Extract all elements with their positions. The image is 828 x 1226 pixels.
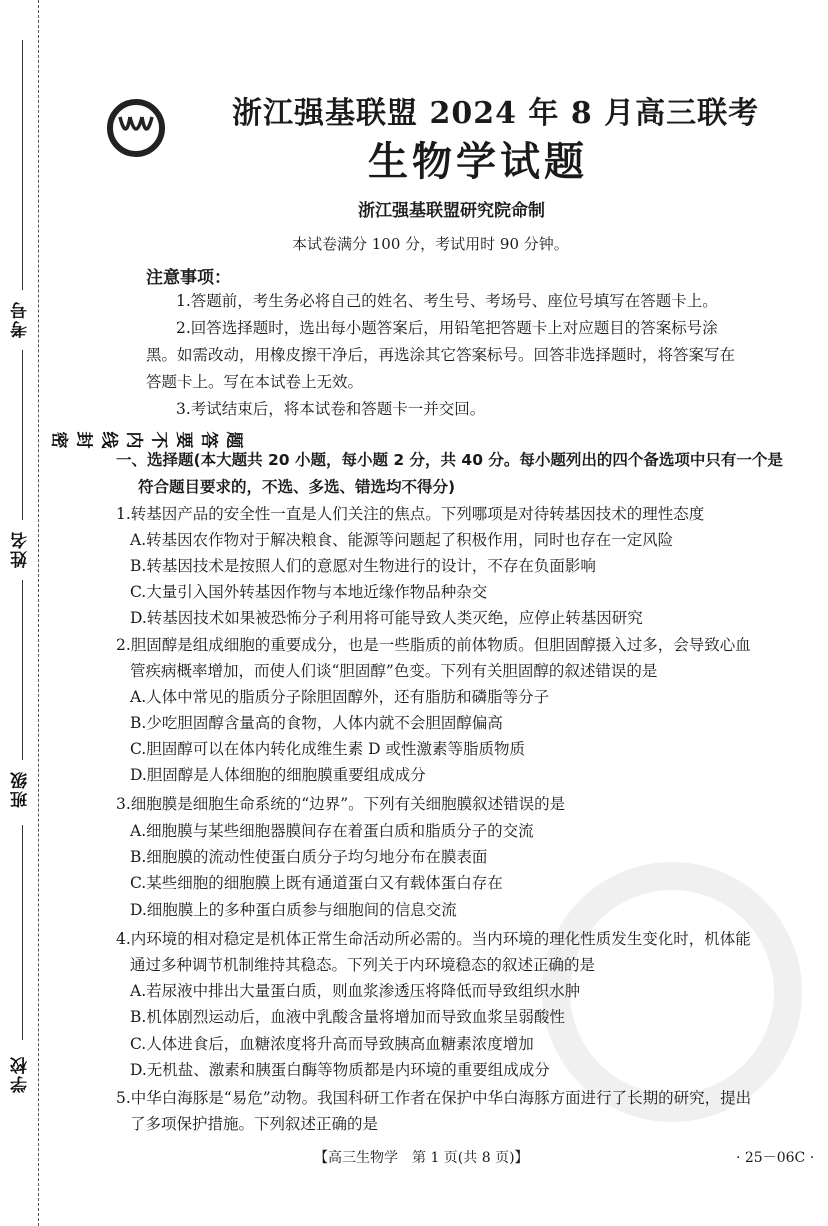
question-option: A.人体中常见的脂质分子除胆固醇外，还有脂肪和磷脂等分子 xyxy=(130,688,550,706)
question-option: A.转基因农作物对于解决粮食、能源等问题起了积极作用，同时也存在一定风险 xyxy=(130,531,674,549)
name-underline xyxy=(22,350,23,520)
exam-title: 浙江强基联盟 2024 年 8 月高三联考 xyxy=(232,96,760,131)
seal-char: 不 xyxy=(152,427,169,448)
question-option: B.细胞膜的流动性使蛋白质分子均匀地分布在膜表面 xyxy=(130,848,488,866)
notice-line: 1.答题前，考生务必将自己的姓名、考生号、考场号、座位号填写在答题卡上。 xyxy=(176,292,718,310)
watermark-logo-icon xyxy=(542,862,802,1122)
question-option: B.机体剧烈运动后，血液中乳酸含量将增加而导致血浆呈弱酸性 xyxy=(130,1008,565,1026)
question-option: A.细胞膜与某些细胞器膜间存在着蛋白质和脂质分子的交流 xyxy=(130,822,534,840)
question-option: D.胆固醇是人体细胞的细胞膜重要组成成分 xyxy=(130,766,426,784)
section-heading xyxy=(116,447,783,501)
seal-char: 封 xyxy=(77,427,94,448)
school-underline xyxy=(22,825,23,1040)
publisher: 浙江强基联盟研究院命制 xyxy=(358,201,545,221)
question-stem: 2.胆固醇是组成细胞的重要成分，也是一些脂质的前体物质。但胆固醇摄入过多，会导致心血 xyxy=(116,636,751,654)
question-stem: 1.转基因产品的安全性一直是人们关注的焦点。下列哪项是对待转基因技术的理性态度 xyxy=(116,505,705,523)
question-stem: 了多项保护措施。下列叙述正确的是 xyxy=(130,1115,379,1133)
notice-line: 黑。如需改动，用橡皮擦干净后，再选涂其它答案标号。回答非选择题时，将答案写在 xyxy=(146,346,736,364)
exam-no-underline xyxy=(22,40,23,290)
exam-intro: 本试卷满分 100 分，考试用时 90 分钟。 xyxy=(292,235,569,253)
alliance-logo-icon xyxy=(107,99,165,157)
exam-no-label: 考号 xyxy=(11,300,31,338)
binding-line xyxy=(38,0,39,1226)
question-option: C.胆固醇可以在体内转化成维生素 D 或性激素等脂质物质 xyxy=(130,740,526,758)
question-stem: 5.中华白海豚是“易危”动物。我国科研工作者在保护中华白海豚方面进行了长期的研究，提出 xyxy=(116,1089,752,1107)
question-stem: 3.细胞膜是细胞生命系统的“边界”。下列有关细胞膜叙述错误的是 xyxy=(116,795,566,813)
question-stem: 管疾病概率增加，而使人们谈“胆固醇”色变。下列有关胆固醇的叙述错误的是 xyxy=(130,662,658,680)
class-label: 班级 xyxy=(11,770,31,808)
question-option: D.转基因技术如果被恐怖分子利用将可能导致人类灭绝，应停止转基因研究 xyxy=(130,609,643,627)
school-label: 学校 xyxy=(11,1055,31,1093)
class-underline xyxy=(22,580,23,760)
seal-char: 题 xyxy=(227,427,244,448)
seal-char: 答 xyxy=(202,427,219,448)
name-label: 姓名 xyxy=(11,530,31,568)
section-heading-line: 符合题目要求的，不选、多选、错选均不得分) xyxy=(138,478,456,496)
seal-char: 密 xyxy=(52,427,69,448)
subject-title: 生物学试题 xyxy=(368,138,588,185)
question-option: D.无机盐、激素和胰蛋白酶等物质都是内环境的重要组成成分 xyxy=(130,1061,550,1079)
seal-char: 内 xyxy=(127,427,144,448)
question-option: B.转基因技术是按照人们的意愿对生物进行的设计，不存在负面影响 xyxy=(130,557,596,575)
paper-code: · 25－06C · xyxy=(736,1150,815,1166)
question-option: D.细胞膜上的多种蛋白质参与细胞间的信息交流 xyxy=(130,901,457,919)
question-stem: 4.内环境的相对稳定是机体正常生命活动所必需的。当内环境的理化性质发生变化时，机体能 xyxy=(116,930,751,948)
question-option: B.少吃胆固醇含量高的食物，人体内就不会胆固醇偏高 xyxy=(130,714,503,732)
question-stem: 通过多种调节机制维持其稳态。下列关于内环境稳态的叙述正确的是 xyxy=(130,956,596,974)
notice-heading: 注意事项： xyxy=(146,268,231,288)
question-option: C.大量引入国外转基因作物与本地近缘作物品种杂交 xyxy=(130,583,488,601)
question-option: A.若尿液中排出大量蛋白质，则血浆渗透压将降低而导致组织水肿 xyxy=(130,982,581,1000)
seal-char: 要 xyxy=(177,427,194,448)
notice-line: 答题卡上。写在本试卷上无效。 xyxy=(146,373,364,391)
question-option: C.人体进食后，血糖浓度将升高而导致胰高血糖素浓度增加 xyxy=(130,1035,534,1053)
notice-line: 3.考试结束后，将本试卷和答题卡一并交回。 xyxy=(176,400,486,418)
section-heading-line: 一、选择题(本大题共 20 小题，每小题 2 分，共 40 分。每小题列出的四个备选项中只有一个是 xyxy=(116,451,783,469)
question-option: C.某些细胞的细胞膜上既有通道蛋白又有载体蛋白存在 xyxy=(130,874,503,892)
seal-char: 线 xyxy=(102,427,119,448)
page-info: 【高三生物学 第 1 页(共 8 页)】 xyxy=(314,1150,529,1166)
notice-line: 2.回答选择题时，选出每小题答案后，用铅笔把答题卡上对应题目的答案标号涂 xyxy=(176,319,718,337)
